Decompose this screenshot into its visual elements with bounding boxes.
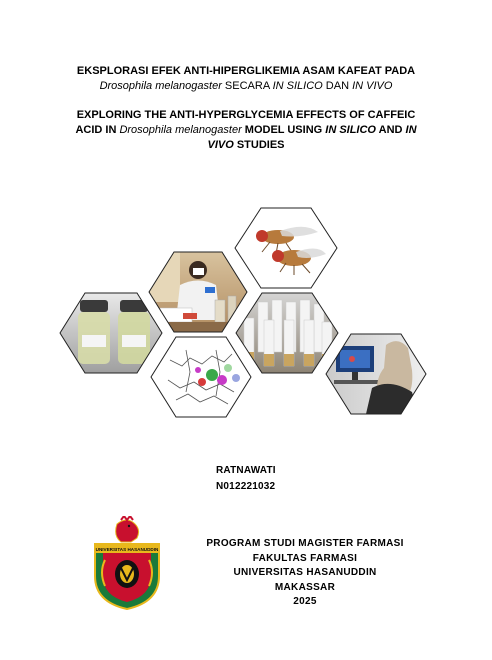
title-id-line2: Drosophila melanogaster SECARA IN SILICO DAN IN VIVO (99, 80, 393, 92)
author-name: RATNAWATI (216, 465, 276, 476)
institution-block (190, 537, 420, 610)
title-id-species: Drosophila melanogaster (99, 80, 222, 92)
title-en-line2: ACID IN Drosophila melanogaster MODEL USING IN SILICO AND IN (75, 124, 417, 136)
program-name: PROGRAM STUDI MAGISTER FARMASI (206, 538, 404, 549)
title-id-line1: EKSPLORASI EFEK ANTI-HIPERGLIKEMIA ASAM KAFEAT PADA (76, 65, 416, 77)
faculty-name: FAKULTAS FARMASI (252, 552, 358, 564)
title-en-line3: VIVO STUDIES (207, 139, 285, 151)
fruit-fly-image (230, 205, 340, 295)
lab-researcher-image (145, 250, 250, 335)
culture-tubes-image (232, 290, 342, 376)
year: 2025 (293, 596, 317, 607)
logo-banner-text: UNIVERSITAS HASANUDDIN (95, 547, 159, 552)
computer-researcher-image (322, 332, 430, 418)
city-name: MAKASSAR (274, 581, 336, 593)
university-name: UNIVERSITAS HASANUDDIN (233, 567, 377, 578)
molecular-docking-image (148, 335, 254, 420)
author-block (216, 463, 276, 495)
university-logo (91, 516, 163, 610)
title-en-line1: EXPLORING THE ANTI-HYPERGLYCEMIA EFFECTS OF CAFFEIC (76, 109, 416, 121)
author-id: N012221032 (216, 481, 276, 492)
vials-image (55, 290, 165, 376)
